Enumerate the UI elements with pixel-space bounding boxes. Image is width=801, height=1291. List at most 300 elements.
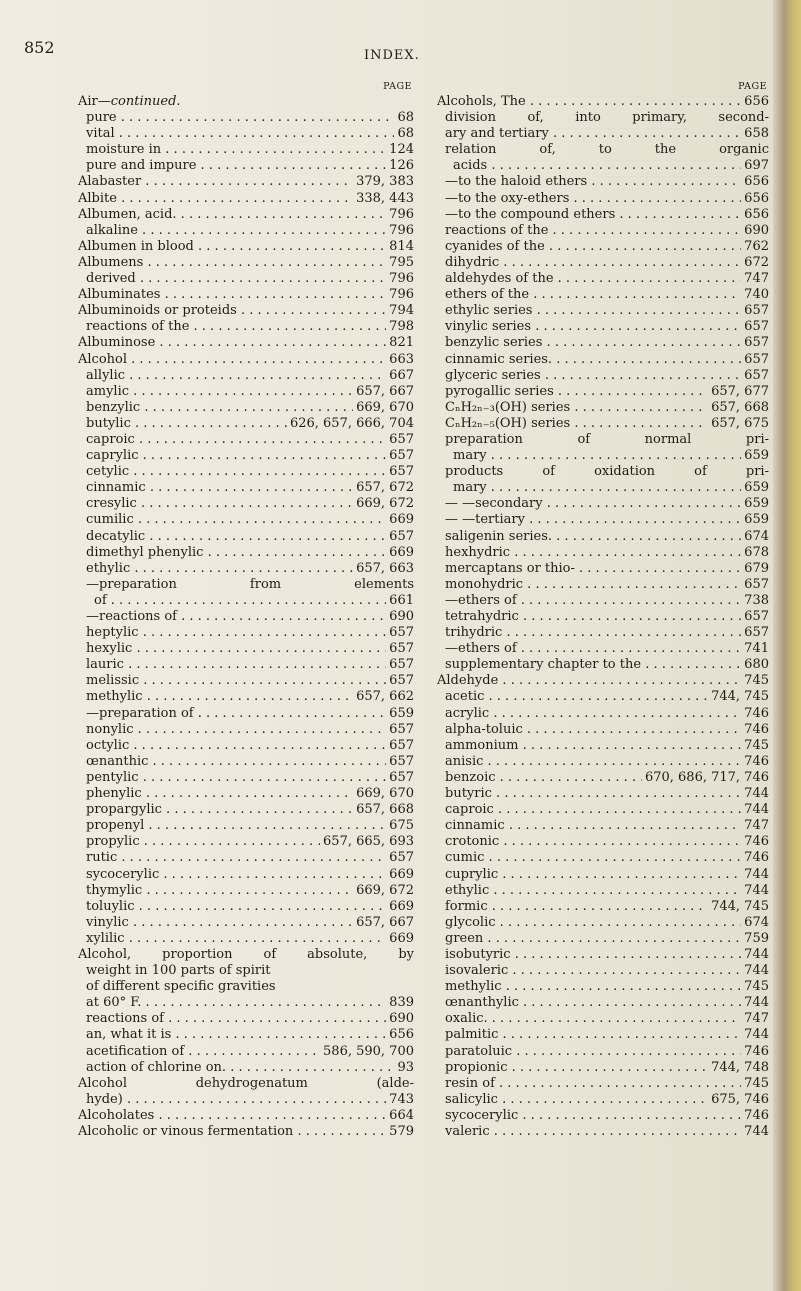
leader-dots bbox=[498, 1092, 708, 1108]
index-entry bbox=[78, 335, 414, 351]
leader-dots bbox=[141, 174, 353, 190]
entry-label: caproic bbox=[445, 802, 494, 818]
entry-label: decatylic bbox=[86, 528, 146, 544]
index-entry bbox=[78, 384, 414, 400]
entry-pages: 658 bbox=[744, 126, 769, 142]
index-entry bbox=[437, 303, 769, 319]
entry-label: monohydric bbox=[445, 576, 524, 592]
leader-dots bbox=[138, 223, 386, 239]
leader-dots bbox=[184, 1044, 320, 1060]
index-entry bbox=[78, 1011, 414, 1027]
entry-label: propylic bbox=[86, 834, 140, 850]
index-entry bbox=[437, 191, 769, 207]
entry-label: —to the compound ethers bbox=[445, 206, 616, 222]
index-entry bbox=[437, 1044, 769, 1060]
entry-label: hexhydric bbox=[445, 544, 511, 560]
index-entry bbox=[437, 207, 769, 223]
leader-dots bbox=[569, 191, 741, 207]
entry-pages: 657 bbox=[389, 769, 414, 785]
index-entry bbox=[437, 754, 769, 770]
entry-pages: 679 bbox=[744, 560, 769, 576]
index-entry bbox=[437, 1108, 769, 1124]
entry-label: derived bbox=[86, 271, 136, 287]
index-entry bbox=[437, 770, 769, 786]
leader-dots bbox=[139, 770, 387, 786]
index-entry bbox=[437, 287, 769, 303]
entry-label: aldehydes of the bbox=[445, 271, 554, 287]
index-entry bbox=[437, 1060, 769, 1076]
entry-label: pyrogallic series bbox=[445, 383, 554, 399]
page-number: 852 bbox=[24, 38, 55, 57]
entry-pages: 747 bbox=[744, 271, 769, 287]
leader-dots bbox=[237, 303, 386, 319]
leader-dots bbox=[139, 673, 386, 689]
page-header bbox=[0, 38, 801, 68]
leader-dots bbox=[137, 496, 353, 512]
entry-label: melissic bbox=[86, 673, 140, 689]
entry-label: —to the haloid ethers bbox=[445, 174, 588, 190]
index-entry bbox=[437, 899, 769, 915]
leader-dots bbox=[162, 802, 353, 818]
index-entry bbox=[78, 883, 414, 899]
leader-dots bbox=[531, 319, 741, 335]
index-entry bbox=[437, 689, 769, 705]
entry-label: dihydric bbox=[445, 254, 500, 270]
index-entry-continuation: division of, into primary, second- bbox=[445, 110, 769, 126]
leader-dots bbox=[502, 625, 741, 641]
index-entry bbox=[78, 223, 414, 239]
entry-label: cresylic bbox=[86, 496, 137, 512]
leader-dots bbox=[496, 915, 742, 931]
entry-pages: 669, 672 bbox=[356, 496, 414, 512]
index-entry bbox=[78, 464, 414, 480]
leader-dots bbox=[499, 834, 741, 850]
entry-label: ethylic bbox=[445, 882, 490, 898]
leader-dots bbox=[117, 110, 395, 126]
entry-pages: 657, 667 bbox=[356, 914, 414, 930]
leader-dots bbox=[135, 899, 387, 915]
entry-pages: 664 bbox=[389, 1107, 414, 1123]
index-entry bbox=[437, 850, 769, 866]
entry-label: benzoic bbox=[445, 769, 496, 785]
leader-dots bbox=[484, 689, 708, 705]
leader-dots bbox=[495, 1076, 741, 1092]
leader-dots bbox=[177, 207, 387, 223]
entry-label: trihydric bbox=[445, 625, 503, 641]
entry-label: isobutyric bbox=[445, 946, 511, 962]
index-entry bbox=[78, 126, 414, 142]
entry-pages: 744 bbox=[744, 866, 769, 882]
entry-pages: 657 bbox=[389, 753, 414, 769]
leader-dots bbox=[529, 287, 741, 303]
entry-pages: 669, 670 bbox=[356, 786, 414, 802]
entry-pages: 796 bbox=[389, 206, 414, 222]
entry-pages: 690 bbox=[744, 222, 769, 238]
entry-label: acids bbox=[453, 158, 488, 174]
index-entry bbox=[437, 593, 769, 609]
entry-pages: 697 bbox=[744, 158, 769, 174]
leader-dots bbox=[508, 963, 741, 979]
entry-label: heptylic bbox=[86, 625, 139, 641]
entry-pages: 659 bbox=[744, 496, 769, 512]
index-entry bbox=[437, 223, 769, 239]
entry-label: oxalic. bbox=[445, 1011, 488, 1027]
leader-dots bbox=[226, 1060, 394, 1076]
entry-label: Albuminoids or proteids bbox=[78, 303, 237, 319]
leader-dots bbox=[541, 368, 741, 384]
leader-dots bbox=[525, 512, 741, 528]
leader-dots bbox=[523, 577, 741, 593]
leader-dots bbox=[143, 255, 386, 271]
entry-label: Albumens bbox=[78, 254, 144, 270]
leader-dots bbox=[498, 1027, 741, 1043]
entry-pages: 657 bbox=[389, 721, 414, 737]
entry-label: ethylic bbox=[86, 560, 131, 576]
leader-dots bbox=[131, 416, 287, 432]
entry-label: hexylic bbox=[86, 641, 133, 657]
index-entry bbox=[78, 931, 414, 947]
leader-dots bbox=[490, 1124, 742, 1140]
index-entry bbox=[437, 496, 769, 512]
entry-pages: 657 bbox=[744, 319, 769, 335]
index-entry bbox=[437, 625, 769, 641]
entry-label: caprylic bbox=[86, 448, 139, 464]
entry-label: Aldehyde bbox=[437, 673, 499, 689]
leader-dots bbox=[293, 1124, 386, 1140]
index-entry bbox=[78, 1092, 414, 1108]
entry-label: glyceric series bbox=[445, 367, 541, 383]
leader-dots bbox=[575, 561, 741, 577]
leader-dots bbox=[483, 754, 741, 770]
entry-label: mercaptans or thio- bbox=[445, 560, 575, 576]
entry-pages: 656 bbox=[744, 174, 769, 190]
entry-label: Albite bbox=[78, 190, 117, 206]
entry-pages: 657, 667 bbox=[356, 383, 414, 399]
entry-pages: 744 bbox=[744, 1124, 769, 1139]
index-entry bbox=[437, 319, 769, 335]
entry-pages: 579 bbox=[389, 1124, 414, 1139]
entry-pages: 659 bbox=[389, 705, 414, 721]
entry-pages: 747 bbox=[744, 1011, 769, 1027]
leader-dots bbox=[203, 545, 386, 561]
entry-label: Albuminose bbox=[78, 335, 156, 351]
entry-label: vinylic bbox=[86, 914, 129, 930]
index-entry bbox=[437, 673, 769, 689]
leader-dots bbox=[146, 480, 353, 496]
leader-dots bbox=[139, 448, 387, 464]
entry-pages: 656 bbox=[744, 94, 769, 109]
entry-pages: 657 bbox=[744, 367, 769, 383]
leader-dots bbox=[570, 400, 708, 416]
entry-pages: 744, 745 bbox=[711, 898, 769, 914]
index-entry bbox=[78, 271, 414, 287]
entry-label: —ethers of bbox=[445, 592, 517, 608]
column-header: PAGE bbox=[383, 81, 412, 92]
index-entry bbox=[78, 657, 414, 673]
entry-pages: 657, 665, 693 bbox=[323, 834, 414, 850]
entry-pages: 657, 663 bbox=[356, 560, 414, 576]
entry-pages: 745 bbox=[744, 979, 769, 995]
leader-dots bbox=[492, 786, 741, 802]
index-entry bbox=[437, 738, 769, 754]
index-entry bbox=[437, 963, 769, 979]
entry-pages: 669 bbox=[389, 930, 414, 946]
entry-pages: 798 bbox=[389, 319, 414, 335]
leader-dots bbox=[489, 706, 741, 722]
index-entry bbox=[437, 834, 769, 850]
leader-dots bbox=[519, 995, 741, 1011]
leader-dots bbox=[140, 834, 320, 850]
index-entry bbox=[437, 561, 769, 577]
entry-pages: 762 bbox=[744, 238, 769, 254]
entry-label: propionic bbox=[445, 1059, 508, 1075]
entry-label: cumic bbox=[445, 850, 485, 866]
entry-pages: 746 bbox=[744, 705, 769, 721]
entry-label: alpha-toluic bbox=[445, 721, 523, 737]
leader-dots bbox=[161, 142, 386, 158]
entry-label: —reactions of bbox=[86, 609, 177, 624]
entry-pages: 738 bbox=[744, 592, 769, 608]
leader-dots bbox=[125, 368, 386, 384]
index-entry bbox=[78, 641, 414, 657]
index-entry bbox=[78, 416, 414, 432]
entry-pages: 663 bbox=[389, 351, 414, 367]
entry-label: resin of bbox=[445, 1075, 495, 1091]
entry-pages: 659 bbox=[744, 448, 769, 464]
index-entry bbox=[437, 706, 769, 722]
leader-dots bbox=[194, 706, 387, 722]
index-entry bbox=[78, 400, 414, 416]
entry-label: an, what it is bbox=[86, 1027, 172, 1043]
entry-pages: 680 bbox=[744, 657, 769, 673]
entry-pages: 744 bbox=[744, 995, 769, 1011]
leader-dots bbox=[194, 239, 386, 255]
leader-dots bbox=[484, 850, 741, 866]
entry-label: acrylic bbox=[445, 705, 490, 721]
leader-dots bbox=[144, 818, 386, 834]
leader-dots bbox=[129, 384, 353, 400]
index-entry bbox=[437, 368, 769, 384]
entry-pages: 743 bbox=[389, 1091, 414, 1107]
entry-pages: 745 bbox=[744, 1075, 769, 1091]
entry-label: alkaline bbox=[86, 222, 138, 238]
index-entry bbox=[78, 850, 414, 866]
entry-pages: 657 bbox=[389, 625, 414, 641]
index-entry bbox=[437, 529, 769, 545]
leader-dots bbox=[117, 191, 353, 207]
index-entry bbox=[78, 158, 414, 174]
leader-dots bbox=[554, 271, 742, 287]
entry-pages: 678 bbox=[744, 544, 769, 560]
index-entry bbox=[78, 722, 414, 738]
entry-pages: 657, 672 bbox=[356, 480, 414, 496]
entry-pages: 669, 672 bbox=[356, 882, 414, 898]
index-entry bbox=[437, 255, 769, 271]
entry-pages: 657 bbox=[744, 335, 769, 351]
entry-label: dimethyl phenylic bbox=[86, 544, 204, 560]
leader-dots bbox=[129, 464, 386, 480]
index-entry bbox=[78, 625, 414, 641]
entry-label: cinnamic bbox=[86, 480, 146, 496]
entry-label: moisture in bbox=[86, 142, 162, 158]
entry-label: Alcoholates bbox=[78, 1107, 155, 1123]
leader-dots bbox=[498, 867, 741, 883]
entry-pages: 669 bbox=[389, 898, 414, 914]
leader-dots bbox=[136, 271, 386, 287]
entry-pages: 657 bbox=[744, 303, 769, 319]
index-entry bbox=[437, 915, 769, 931]
entry-label: œnanthic bbox=[86, 753, 149, 769]
index-entry bbox=[78, 207, 414, 223]
entry-label: — —secondary bbox=[445, 496, 543, 512]
entry-label: lauric bbox=[86, 657, 124, 673]
leader-dots bbox=[545, 239, 741, 255]
entry-pages: 746 bbox=[744, 753, 769, 769]
leader-dots bbox=[496, 770, 642, 786]
index-entry bbox=[437, 512, 769, 528]
leader-dots bbox=[552, 529, 741, 545]
index-entry-continuation: of different specific gravities bbox=[86, 979, 276, 995]
leader-dots bbox=[140, 400, 353, 416]
index-entry bbox=[78, 1108, 414, 1124]
leader-dots bbox=[155, 335, 386, 351]
leader-dots bbox=[145, 529, 386, 545]
entry-label: cumilic bbox=[86, 512, 134, 528]
entry-label: Alcohol bbox=[78, 351, 128, 367]
entry-pages: 794 bbox=[389, 303, 414, 319]
index-entry bbox=[437, 995, 769, 1011]
entry-pages: 675 bbox=[389, 818, 414, 834]
entry-label: acetification of bbox=[86, 1043, 185, 1059]
entry-pages: 744, 745 bbox=[711, 689, 769, 705]
index-entry bbox=[78, 432, 414, 448]
entry-pages: 669, 670 bbox=[356, 399, 414, 415]
entry-pages: 674 bbox=[744, 914, 769, 930]
index-entry-continuation: Alcohol dehydrogenatum (alde- bbox=[78, 1075, 414, 1091]
index-entry bbox=[437, 545, 769, 561]
entry-label: CₙH₂ₙ₋₃(OH) series bbox=[445, 399, 571, 415]
entry-label: Alabaster bbox=[78, 174, 142, 190]
leader-dots bbox=[518, 1108, 741, 1124]
index-entry bbox=[78, 673, 414, 689]
leader-dots bbox=[494, 802, 741, 818]
entry-pages: 795 bbox=[389, 254, 414, 270]
entry-pages: 821 bbox=[389, 335, 414, 351]
leader-dots bbox=[518, 738, 741, 754]
index-entry-continuation: —preparation from elements bbox=[86, 576, 414, 592]
entry-pages: 656 bbox=[744, 190, 769, 206]
leader-dots bbox=[107, 593, 387, 609]
entry-pages: 657 bbox=[389, 448, 414, 464]
index-entry bbox=[437, 94, 769, 110]
entry-pages: 659 bbox=[744, 480, 769, 496]
index-entry bbox=[437, 657, 769, 673]
entry-pages: 93 bbox=[397, 1059, 414, 1075]
entry-label: cinnamic bbox=[445, 818, 505, 834]
index-entry bbox=[78, 770, 414, 786]
entry-label: phenylic bbox=[86, 786, 142, 802]
entry-label: thymylic bbox=[86, 882, 143, 898]
leader-dots bbox=[523, 722, 741, 738]
entry-label: octylic bbox=[86, 737, 130, 753]
entry-label: palmitic bbox=[445, 1027, 499, 1043]
index-entry bbox=[437, 1027, 769, 1043]
index-entry bbox=[437, 1124, 769, 1140]
leader-dots bbox=[570, 416, 708, 432]
entry-label: cyanides of the bbox=[445, 238, 545, 254]
leader-dots bbox=[488, 899, 708, 915]
entry-label: formic bbox=[445, 898, 488, 914]
index-entry bbox=[78, 834, 414, 850]
leader-dots bbox=[129, 738, 386, 754]
index-entry bbox=[437, 480, 769, 496]
entry-label: benzylic series bbox=[445, 335, 543, 351]
entry-label: cetylic bbox=[86, 464, 130, 480]
entry-pages: 657 bbox=[744, 625, 769, 641]
entry-pages: 657 bbox=[389, 673, 414, 689]
entry-pages: 744 bbox=[744, 882, 769, 898]
entry-pages: 747 bbox=[744, 818, 769, 834]
entry-label: caproic bbox=[86, 431, 135, 447]
entry-pages: 744 bbox=[744, 802, 769, 818]
entry-pages: 669 bbox=[389, 544, 414, 560]
leader-dots bbox=[487, 480, 742, 496]
left-column bbox=[78, 80, 414, 1140]
entry-label: vital bbox=[86, 126, 115, 142]
index-entry bbox=[78, 593, 414, 609]
entry-label: at 60° F. bbox=[86, 995, 142, 1011]
entry-pages: 796 bbox=[389, 271, 414, 287]
entry-pages: 744 bbox=[744, 963, 769, 979]
leader-dots bbox=[135, 432, 386, 448]
entry-pages: 657 bbox=[389, 641, 414, 657]
entry-pages: 657 bbox=[744, 609, 769, 624]
leader-dots bbox=[196, 158, 386, 174]
index-entry bbox=[78, 239, 414, 255]
index-entry bbox=[78, 142, 414, 158]
leader-dots bbox=[587, 174, 741, 190]
leader-dots bbox=[488, 1011, 742, 1027]
entry-pages: 657 bbox=[389, 464, 414, 480]
index-entry bbox=[437, 979, 769, 995]
entry-label: mary bbox=[453, 480, 487, 496]
entry-pages: 814 bbox=[389, 238, 414, 254]
leader-dots bbox=[615, 207, 741, 223]
index-entry bbox=[437, 158, 769, 174]
index-entry bbox=[437, 883, 769, 899]
entry-pages: 661 bbox=[389, 592, 414, 608]
entry-label: Albumen in blood bbox=[78, 238, 194, 254]
entry-label: hyde) bbox=[86, 1091, 123, 1107]
entry-label: œnanthylic bbox=[445, 995, 519, 1011]
entry-label: pure and impure bbox=[86, 158, 197, 174]
entry-label: ammonium bbox=[445, 737, 519, 753]
index-entry bbox=[437, 416, 769, 432]
index-entry-continuation: products of oxidation of pri- bbox=[445, 464, 769, 480]
index-entry bbox=[437, 174, 769, 190]
index-entry bbox=[437, 818, 769, 834]
leader-dots bbox=[510, 545, 741, 561]
entry-pages: 657 bbox=[389, 431, 414, 447]
leader-dots bbox=[507, 1060, 708, 1076]
entry-label: ary and tertiary bbox=[445, 126, 549, 142]
entry-label: ethylic series bbox=[445, 303, 533, 319]
index-entry bbox=[78, 255, 414, 271]
entry-label: saligenin series. bbox=[445, 528, 553, 544]
leader-dots bbox=[502, 979, 742, 995]
index-entry bbox=[78, 496, 414, 512]
leader-dots bbox=[141, 995, 386, 1011]
